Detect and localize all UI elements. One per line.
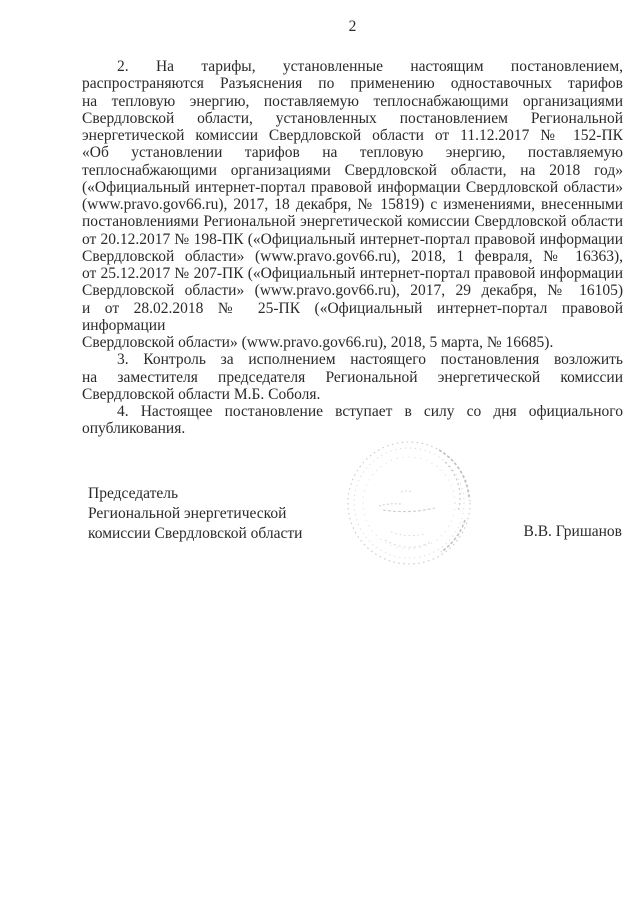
signature-title-line: Региональной энергетической (88, 505, 287, 522)
text-line: на тепловую энергию, поставляемую теплоснабжающими организациями (82, 92, 623, 110)
text-line: 3. Контроль за исполнением настоящего постановления возложить (117, 351, 623, 369)
text-line: от 20.12.2017 № 198-ПК («Официальный интернет-портал правовой информации (82, 230, 623, 248)
text-line: Свердловской области» (www.pravo.gov66.ru), 2017, 29 декабря, № 16105) (82, 282, 623, 300)
text-line: постановлениями Региональной энергетической комиссии Свердловской области (82, 213, 623, 231)
text-line: Свердловской области» (www.pravo.gov66.ru), 2018, 5 марта, № 16685). (82, 334, 554, 351)
signature-title-line: комиссии Свердловской области (88, 525, 303, 542)
text-line: опубликования. (82, 420, 186, 438)
text-line: Свердловской области» (www.pravo.gov66.ru), 2018, 1 февраля, № 16363), (82, 247, 623, 265)
paragraph-2 (82, 58, 623, 351)
signatory-name: В.В. Гришанов (523, 523, 622, 540)
text-line: и от 28.02.2018 № 25-ПК («Официальный интернет-портал правовой информации (82, 299, 623, 334)
paragraph-3 (82, 351, 623, 403)
text-line: теплоснабжающими организациями Свердловской области, на 2018 год» (82, 161, 623, 179)
page-number: 2 (348, 18, 357, 35)
text-line: распространяются Разъяснения по применению одноставочных тарифов (82, 75, 623, 93)
text-line: Свердловской области, установленных постановлением Региональной (82, 109, 623, 127)
paragraph-4 (82, 403, 623, 438)
text-line: энергетической комиссии Свердловской области от 11.12.2017 № 152-ПК (82, 127, 623, 144)
text-line: («Официальный интернет-портал правовой информации Свердловской области» (82, 178, 623, 196)
text-line: на заместителя председателя Региональной энергетической комиссии (82, 368, 623, 386)
text-line: (www.pravo.gov66.ru), 2017, 18 декабря, № 15819) с изменениями, внесенными (82, 196, 623, 213)
text-line: Свердловской области М.Б. Соболя. (82, 385, 321, 403)
text-line: 4. Настоящее постановление вступает в силу со дня официального (117, 403, 623, 420)
text-line: «Об установлении тарифов на тепловую энергию, поставляемую (82, 144, 623, 162)
text-line: от 25.12.2017 № 207-ПК («Официальный интернет-портал правовой информации (82, 265, 623, 282)
document-body (82, 58, 623, 438)
text-line: 2. На тарифы, установленные настоящим постановлением, (117, 58, 623, 75)
signature-title-line: Председатель (88, 485, 179, 502)
